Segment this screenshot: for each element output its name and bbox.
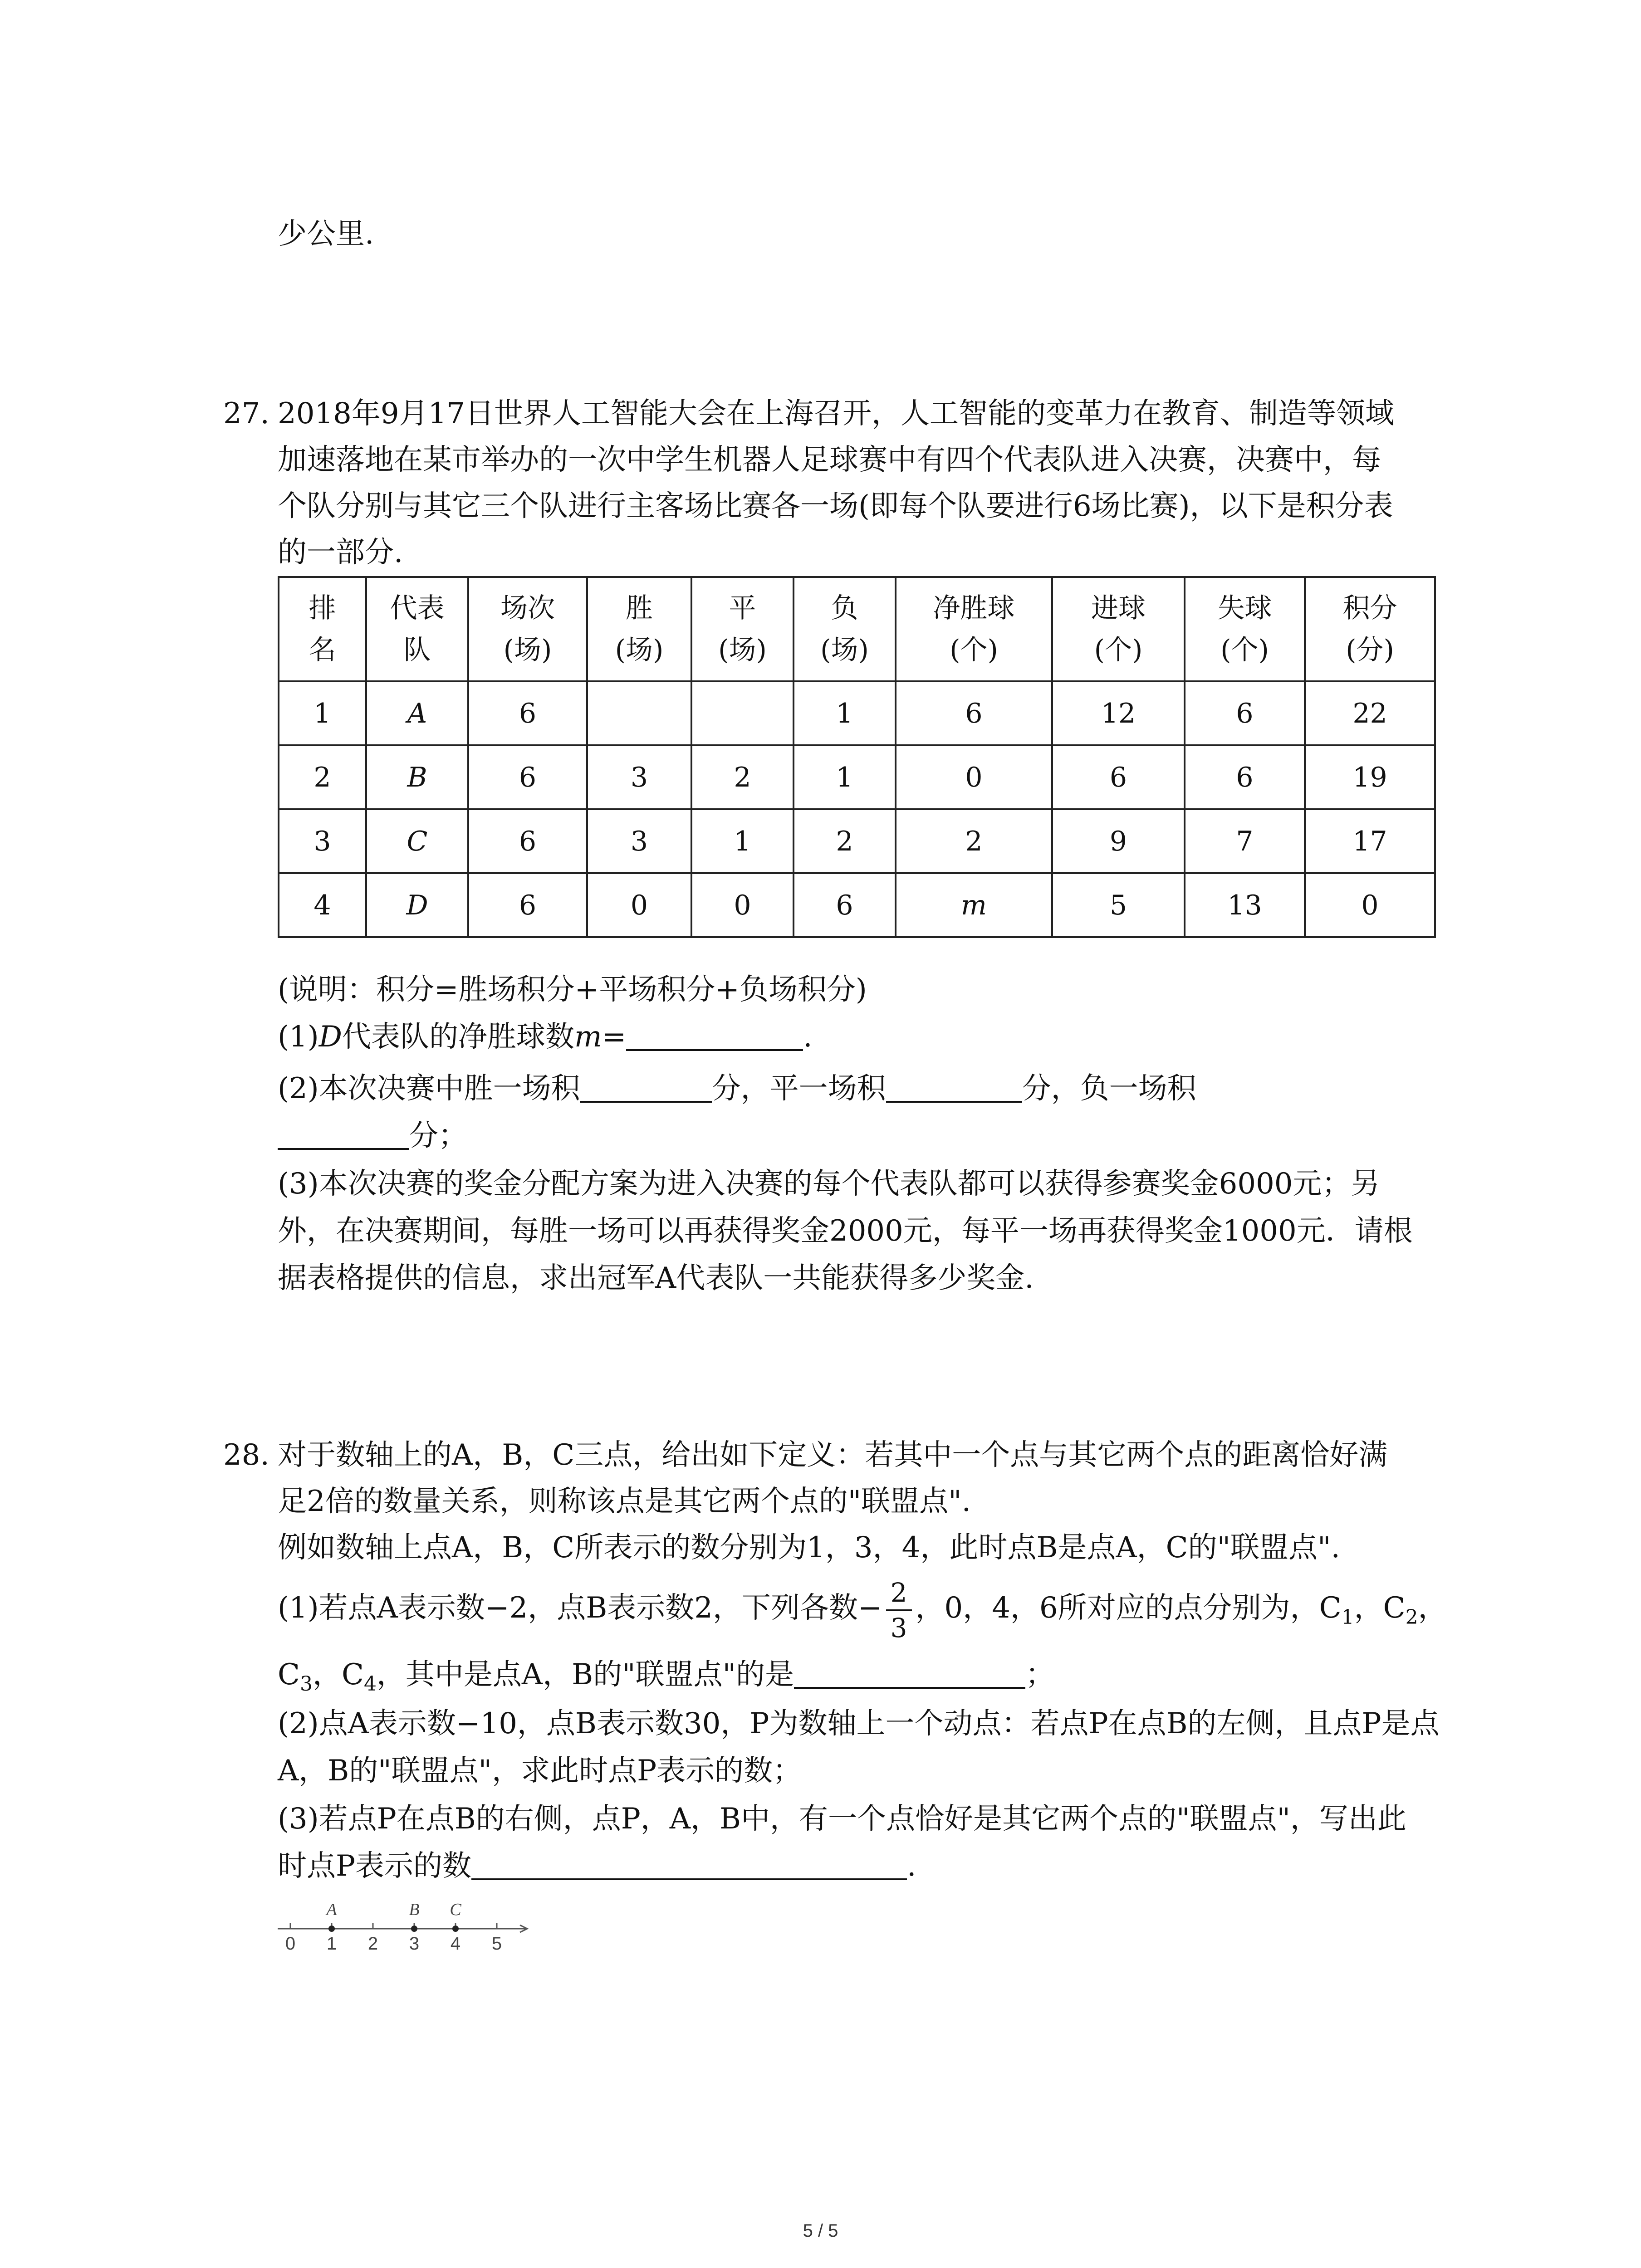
q28-part-2-line-1: (2)点A表示数−10，点B表示数30，P为数轴上一个动点：若点P在点B的左侧，且点P是点 xyxy=(278,1707,1440,1740)
part-text: ，其中是点A，B的"联盟点"的是 xyxy=(376,1658,794,1691)
q27-note: (说明：积分=胜场积分+平场积分+负场积分) xyxy=(278,973,867,1007)
part-text: (1)若点A表示数−2，点B表示数2，下列各数− xyxy=(278,1591,882,1625)
table-cell: 4 xyxy=(279,873,366,937)
table-cell: D xyxy=(366,873,468,937)
part-text: 代表队的净胜球数 xyxy=(342,1020,574,1054)
subscript: 2 xyxy=(1405,1606,1418,1629)
fraction-numerator: 2 xyxy=(886,1579,912,1611)
answer-blank-net-goals[interactable] xyxy=(626,1020,803,1051)
table-cell: m xyxy=(896,873,1052,937)
table-cell: 0 xyxy=(1305,873,1435,937)
table-cell: 0 xyxy=(587,873,691,937)
number-line-point xyxy=(411,1926,417,1932)
table-cell: 19 xyxy=(1305,745,1435,809)
table-row xyxy=(279,745,1435,809)
header-cell: 胜 (场) xyxy=(587,577,691,681)
q28-intro-line-1: 对于数轴上的A，B，C三点，给出如下定义：若其中一个点与其它两个点的距离恰好满 xyxy=(278,1438,1388,1472)
part-text: C xyxy=(278,1658,300,1691)
part-text: 分； xyxy=(409,1119,467,1153)
header-cell: 负 (场) xyxy=(794,577,896,681)
subscript: 3 xyxy=(299,1672,313,1696)
table-row xyxy=(279,873,1435,937)
number-line-tick-label: 0 xyxy=(285,1934,296,1954)
table-cell: 6 xyxy=(468,745,587,809)
part-text: ， xyxy=(1418,1591,1447,1625)
q27-line-4: 的一部分. xyxy=(278,536,403,569)
table-cell: 5 xyxy=(1052,873,1185,937)
table-cell: 22 xyxy=(1305,681,1435,745)
fraction-two-thirds xyxy=(886,1579,912,1641)
number-line-point-label: B xyxy=(409,1900,420,1919)
table-cell: 3 xyxy=(587,809,691,873)
table-cell: 9 xyxy=(1052,809,1185,873)
table-cell: 6 xyxy=(794,873,896,937)
part-text: C xyxy=(341,1658,364,1691)
variable-m: m xyxy=(574,1020,602,1054)
table-cell: 2 xyxy=(896,809,1052,873)
number-line-point-label: A xyxy=(326,1900,337,1919)
q27-part-2-cont xyxy=(278,1114,467,1158)
table-cell: C xyxy=(366,809,468,873)
table-cell: 13 xyxy=(1185,873,1305,937)
table-cell: 12 xyxy=(1052,681,1185,745)
subscript: 1 xyxy=(1341,1606,1354,1629)
q27-part-2 xyxy=(278,1067,1196,1110)
q28-example: 例如数轴上点A，B，C所表示的数分别为1，3，4，此时点B是点A，C的"联盟点". xyxy=(278,1531,1340,1564)
answer-blank-alliance-points[interactable] xyxy=(794,1658,1025,1689)
team-label: D xyxy=(318,1020,342,1054)
table-cell: 6 xyxy=(468,681,587,745)
table-cell: 2 xyxy=(279,745,366,809)
number-line-figure xyxy=(272,1896,554,1960)
part-text: 分，平一场积 xyxy=(711,1072,886,1105)
table-cell xyxy=(587,681,691,745)
table-cell: B xyxy=(366,745,468,809)
q28-part-1-line-1 xyxy=(278,1574,1447,1642)
answer-blank-win-points[interactable] xyxy=(580,1072,712,1103)
part-text: 分，负一场积 xyxy=(1022,1072,1196,1105)
header-cell: 净胜球 (个) xyxy=(896,577,1052,681)
table-cell: 6 xyxy=(896,681,1052,745)
q28-number: 28. xyxy=(223,1438,269,1472)
q28-part-1-line-2 xyxy=(278,1653,1054,1696)
table-row xyxy=(279,809,1435,873)
subscript: 4 xyxy=(363,1672,377,1696)
header-cell: 积分 (分) xyxy=(1305,577,1435,681)
part-text: ， xyxy=(312,1658,342,1691)
table-cell: 17 xyxy=(1305,809,1435,873)
table-header-row xyxy=(279,577,1435,681)
number-line-tick-label: 4 xyxy=(450,1934,461,1954)
table-cell: 6 xyxy=(1185,681,1305,745)
header-cell: 进球 (个) xyxy=(1052,577,1185,681)
table-cell: 3 xyxy=(279,809,366,873)
table-cell: 3 xyxy=(587,745,691,809)
part-text: 时点P表示的数 xyxy=(278,1849,472,1883)
table-cell: 0 xyxy=(896,745,1052,809)
header-cell: 排 名 xyxy=(279,577,366,681)
table-row xyxy=(279,681,1435,745)
header-cell: 平 (场) xyxy=(691,577,794,681)
q28-intro-line-2: 足2倍的数量关系，则称该点是其它两个点的"联盟点". xyxy=(278,1485,971,1518)
q27-line-1: 2018年9月17日世界人工智能大会在上海召开，人工智能的变革力在教育、制造等领域 xyxy=(278,397,1395,430)
header-cell: 失球 (个) xyxy=(1185,577,1305,681)
table-cell: 7 xyxy=(1185,809,1305,873)
q28-part-3-line-2 xyxy=(278,1844,916,1888)
q27-part-1 xyxy=(278,1015,813,1059)
q27-part-3-line-2: 外，在决赛期间，每胜一场可以再获得奖金2000元，每平一场再获得奖金1000元．请根 xyxy=(278,1214,1413,1248)
answer-blank-loss-points[interactable] xyxy=(278,1119,409,1150)
fraction-denominator: 3 xyxy=(890,1612,907,1643)
table-cell: A xyxy=(366,681,468,745)
number-line-tick-label: 3 xyxy=(409,1934,420,1954)
q27-line-2: 加速落地在某市举办的一次中学生机器人足球赛中有四个代表队进入决赛，决赛中，每 xyxy=(278,443,1381,477)
period: . xyxy=(803,1020,813,1054)
answer-blank-point-p[interactable] xyxy=(471,1849,907,1880)
table-cell: 1 xyxy=(794,681,896,745)
part-text: ，0，4，6所对应的点分别为，C xyxy=(915,1591,1342,1625)
number-line-tick-label: 5 xyxy=(491,1934,502,1954)
q27-line-3: 个队分别与其它三个队进行主客场比赛各一场(即每个队要进行6场比赛)，以下是积分表 xyxy=(278,489,1393,523)
table-cell: 6 xyxy=(468,809,587,873)
number-line-tick-label: 1 xyxy=(326,1934,337,1954)
table-cell: 1 xyxy=(794,745,896,809)
part-text: ，C xyxy=(1354,1591,1406,1625)
number-line-tick-label: 2 xyxy=(367,1934,378,1954)
period: . xyxy=(907,1849,916,1883)
table-cell: 0 xyxy=(691,873,794,937)
top-fragment: 少公里. xyxy=(278,217,374,251)
table-cell: 2 xyxy=(794,809,896,873)
q27-number: 27. xyxy=(223,397,269,430)
number-line-point xyxy=(452,1926,459,1932)
part-text: ； xyxy=(1025,1658,1055,1691)
number-line-point-label: C xyxy=(450,1900,461,1919)
equals-sign: = xyxy=(602,1020,627,1054)
table-cell: 6 xyxy=(468,873,587,937)
header-cell: 代表 队 xyxy=(366,577,468,681)
q27-part-3-line-3: 据表格提供的信息，求出冠军A代表队一共能获得多少奖金. xyxy=(278,1261,1034,1295)
page-number: 5 / 5 xyxy=(803,2221,838,2241)
header-cell: 场次 (场) xyxy=(468,577,587,681)
table-cell xyxy=(691,681,794,745)
q28-part-3-line-1: (3)若点P在点B的右侧，点P，A，B中，有一个点恰好是其它两个点的"联盟点"，写出此 xyxy=(278,1802,1406,1836)
part-label: (1) xyxy=(278,1020,319,1054)
table-cell: 2 xyxy=(691,745,794,809)
number-line-point xyxy=(328,1926,335,1932)
q28-part-2-line-2: A，B的"联盟点"，求此时点P表示的数； xyxy=(278,1754,802,1788)
answer-blank-draw-points[interactable] xyxy=(886,1072,1022,1103)
table-cell: 6 xyxy=(1052,745,1185,809)
score-table xyxy=(278,576,1436,938)
table-cell: 6 xyxy=(1185,745,1305,809)
q27-part-3-line-1: (3)本次决赛的奖金分配方案为进入决赛的每个代表队都可以获得参赛奖金6000元；另 xyxy=(278,1167,1380,1201)
part-text: (2)本次决赛中胜一场积 xyxy=(278,1072,580,1105)
table-cell: 1 xyxy=(691,809,794,873)
table-cell: 1 xyxy=(279,681,366,745)
